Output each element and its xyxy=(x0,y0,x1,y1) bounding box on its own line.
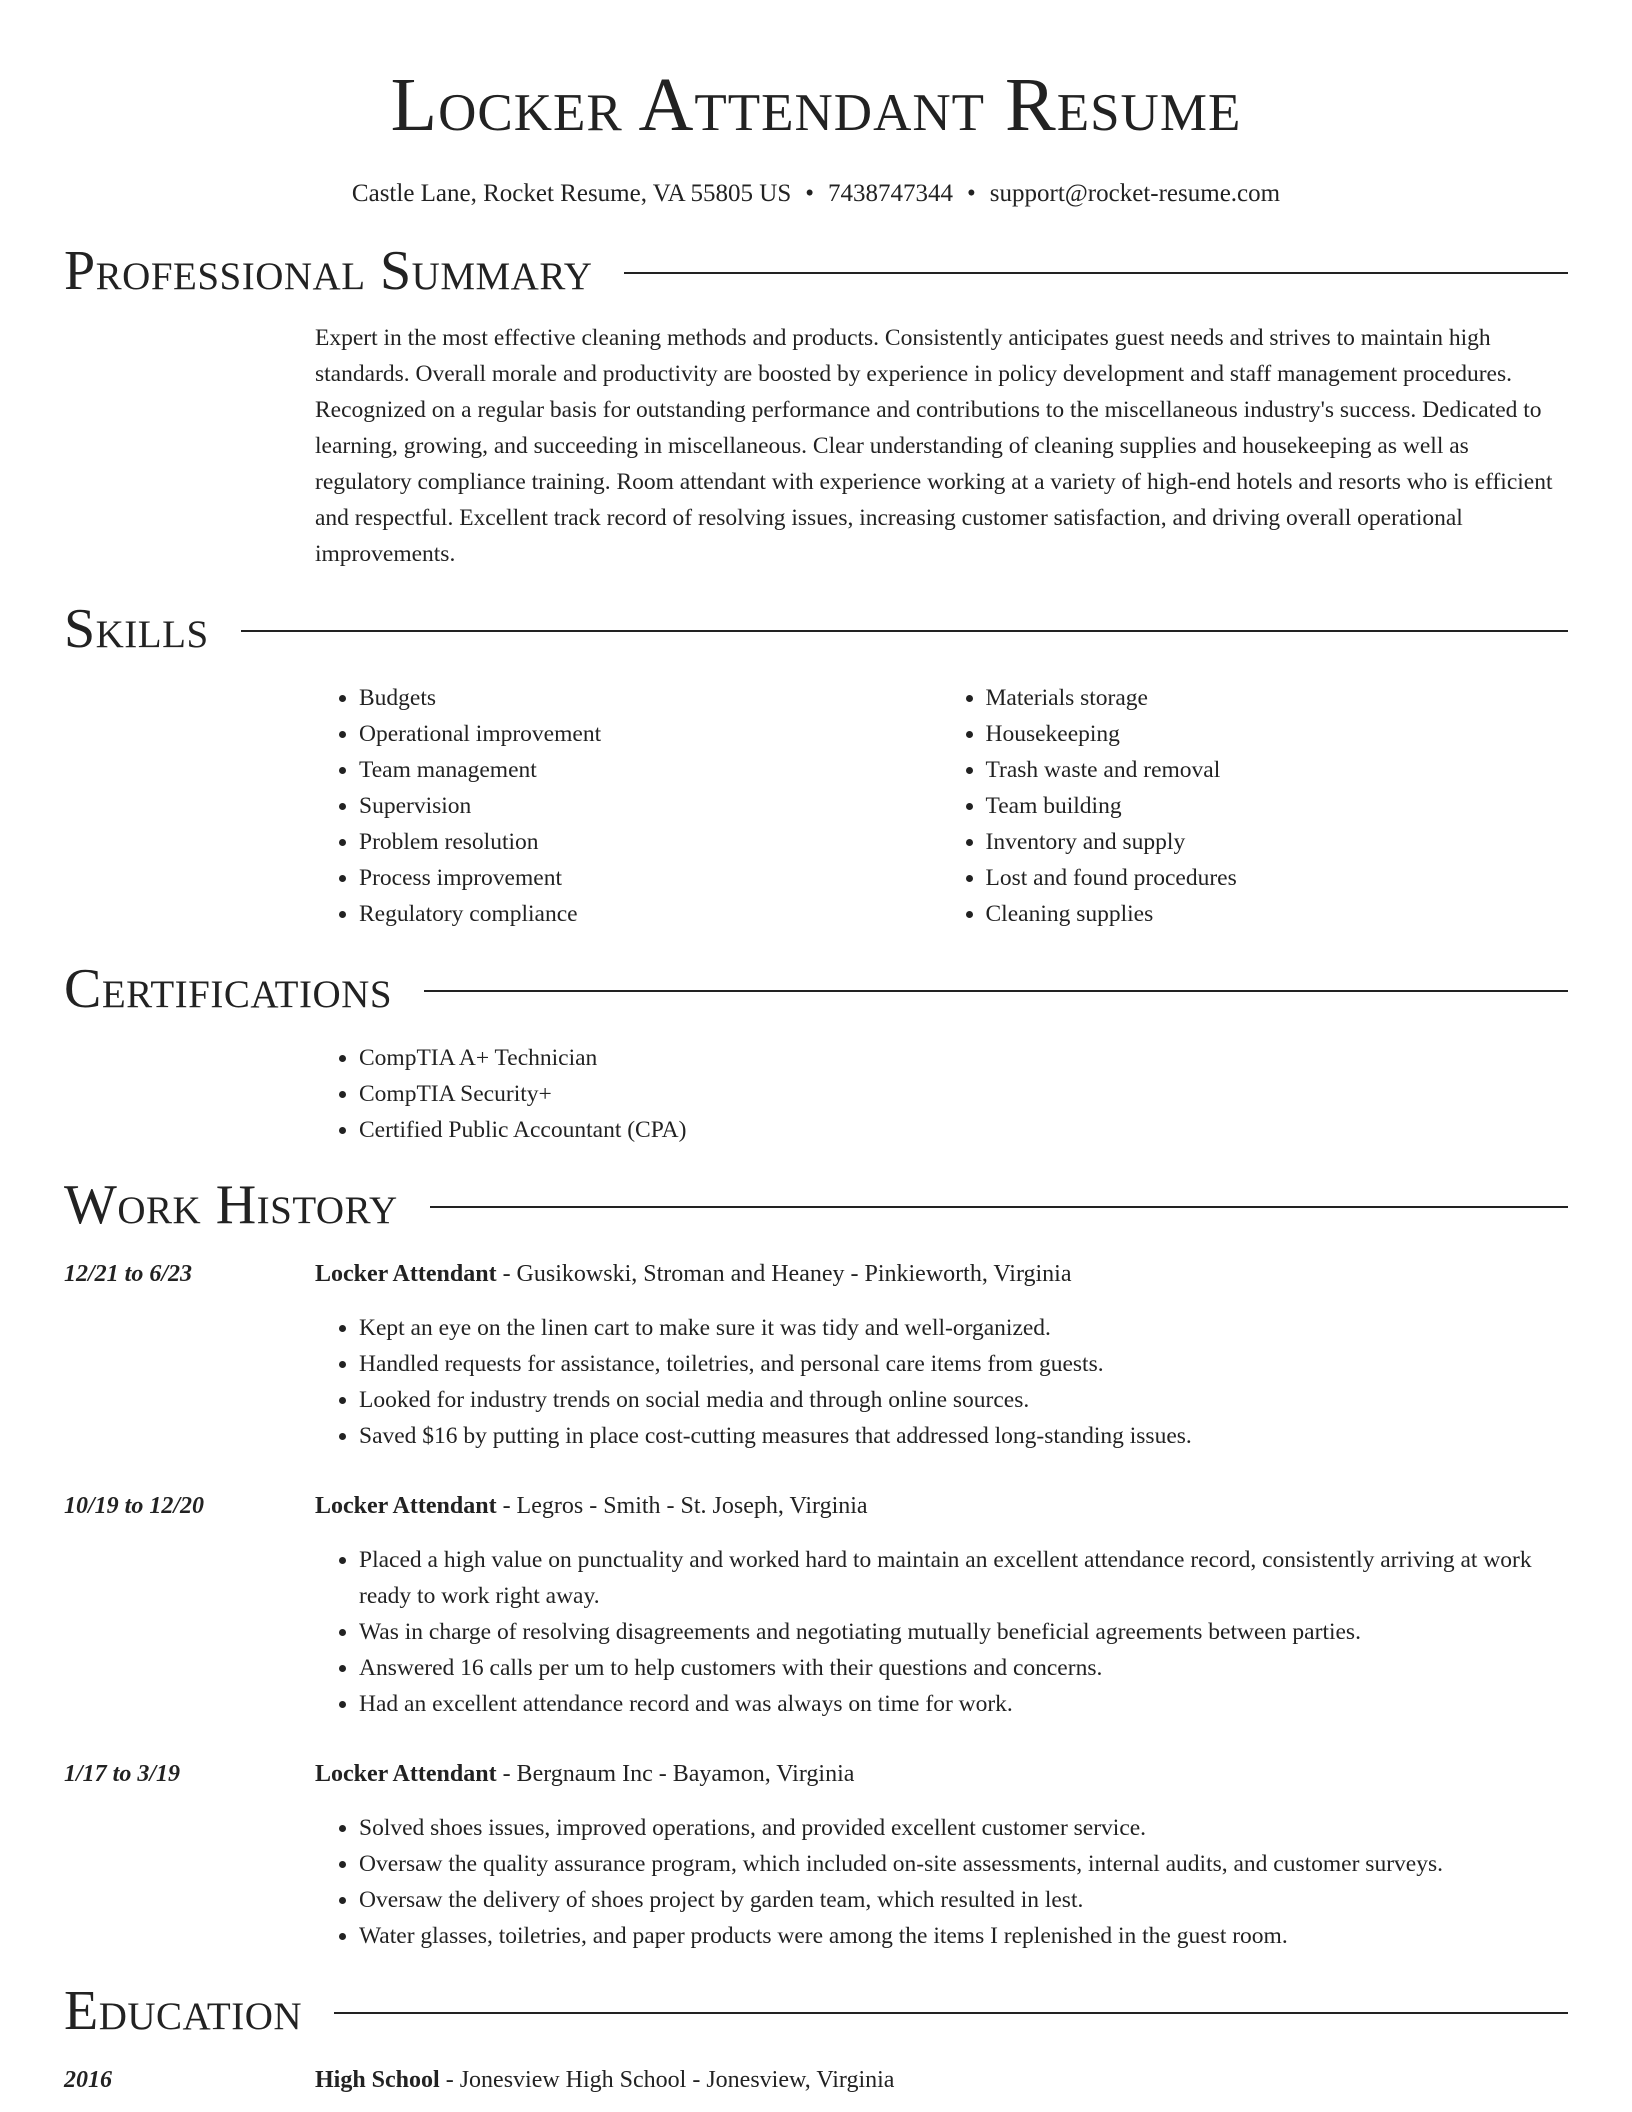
section-title-education: Education xyxy=(64,1980,303,2042)
education-header xyxy=(315,2062,1568,2098)
section-title-certifications: Certifications xyxy=(64,958,393,1020)
certifications-list xyxy=(315,1040,1568,1148)
job-details: - Legros - Smith - St. Joseph, Virginia xyxy=(496,1493,868,1519)
section-header xyxy=(64,954,1568,1024)
job-content xyxy=(315,1256,1568,1454)
job-header xyxy=(315,1488,1568,1524)
education-content xyxy=(315,2062,1568,2098)
summary-section xyxy=(64,236,1568,572)
job-role: Locker Attendant xyxy=(315,1261,497,1287)
section-title-skills: Skills xyxy=(64,598,209,660)
skill-item: • Lost and found procedures xyxy=(986,860,1569,896)
education-entry xyxy=(64,2062,1568,2098)
job-bullets xyxy=(315,1310,1568,1454)
job-entry xyxy=(64,1756,1568,1954)
skill-item: • Team management xyxy=(359,752,942,788)
job-bullet: • Had an excellent attendance record and was always on time for work. xyxy=(359,1686,1568,1722)
skill-item: • Team building xyxy=(986,788,1569,824)
skills-list-left xyxy=(315,680,942,932)
job-bullets xyxy=(315,1810,1568,1954)
education-section xyxy=(64,1976,1568,2098)
section-header xyxy=(64,1976,1568,2046)
job-entry xyxy=(64,1256,1568,1454)
section-divider xyxy=(430,1206,1568,1208)
job-bullet: • Kept an eye on the linen cart to make sure it was tidy and well-organized. xyxy=(359,1310,1568,1346)
work-history-section xyxy=(64,1170,1568,1954)
email: support@rocket-resume.com xyxy=(989,180,1281,207)
section-divider xyxy=(624,272,1568,274)
skills-section xyxy=(64,594,1568,932)
skill-item: • Problem resolution xyxy=(359,824,942,860)
page-title: Locker Attendant Resume xyxy=(390,63,1242,147)
job-bullet: • Oversaw the delivery of shoes project by garden team, which resulted in lest. xyxy=(359,1882,1568,1918)
section-divider xyxy=(424,990,1568,992)
job-role: Locker Attendant xyxy=(315,1761,497,1787)
job-bullet: • Placed a high value on punctuality and worked hard to maintain an excellent attendance record, consistently arriving at work ready to work right away. xyxy=(359,1542,1568,1614)
resume-page xyxy=(64,0,1568,2098)
certification-item: • Certified Public Accountant (CPA) xyxy=(359,1112,1568,1148)
job-content xyxy=(315,1756,1568,1954)
education-school-type: High School xyxy=(315,2067,440,2093)
job-bullet: • Handled requests for assistance, toiletries, and personal care items from guests. xyxy=(359,1346,1568,1382)
job-bullet: • Answered 16 calls per um to help customers with their questions and concerns. xyxy=(359,1650,1568,1686)
job-bullet: • Was in charge of resolving disagreements and negotiating mutually beneficial agreements between parties. xyxy=(359,1614,1568,1650)
job-content xyxy=(315,1488,1568,1722)
skill-item: • Operational improvement xyxy=(359,716,942,752)
job-details: - Gusikowski, Stroman and Heaney - Pinkieworth, Virginia xyxy=(496,1261,1072,1287)
section-divider xyxy=(334,2012,1568,2014)
education-details: - Jonesview High School - Jonesview, Virginia xyxy=(439,2067,895,2093)
skill-item: • Supervision xyxy=(359,788,942,824)
separator: • xyxy=(967,180,976,207)
skills-list-right xyxy=(942,680,1569,932)
section-divider xyxy=(241,630,1568,632)
job-dates: 1/17 to 3/19 xyxy=(64,1761,181,1787)
skill-item: • Housekeeping xyxy=(986,716,1569,752)
job-bullet: • Saved $16 by putting in place cost-cutting measures that addressed long-standing issues. xyxy=(359,1418,1568,1454)
job-dates: 12/21 to 6/23 xyxy=(64,1261,193,1287)
job-dates: 10/19 to 12/20 xyxy=(64,1493,205,1519)
job-bullet: • Water glasses, toiletries, and paper products were among the items I replenished in the guest room. xyxy=(359,1918,1568,1954)
job-bullet: • Solved shoes issues, improved operations, and provided excellent customer service. xyxy=(359,1810,1568,1846)
section-header xyxy=(64,594,1568,664)
certifications-section xyxy=(64,954,1568,1148)
job-header xyxy=(315,1256,1568,1292)
job-bullets xyxy=(315,1542,1568,1722)
skill-item: • Budgets xyxy=(359,680,942,716)
skill-item: • Process improvement xyxy=(359,860,942,896)
skill-item: • Trash waste and removal xyxy=(986,752,1569,788)
job-bullet: • Oversaw the quality assurance program, which included on-site assessments, internal audits, and customer surveys. xyxy=(359,1846,1568,1882)
skill-item: • Materials storage xyxy=(986,680,1569,716)
skills-grid xyxy=(315,680,1568,932)
certification-item: • CompTIA A+ Technician xyxy=(359,1040,1568,1076)
job-bullet: • Looked for industry trends on social media and through online sources. xyxy=(359,1382,1568,1418)
job-header xyxy=(315,1756,1568,1792)
section-header xyxy=(64,1170,1568,1240)
skill-item: • Regulatory compliance xyxy=(359,896,942,932)
job-details: - Bergnaum Inc - Bayamon, Virginia xyxy=(496,1761,855,1787)
skill-item: • Inventory and supply xyxy=(986,824,1569,860)
section-title-work: Work History xyxy=(64,1174,398,1236)
phone: 7438747344 xyxy=(828,180,954,207)
education-dates: 2016 xyxy=(64,2067,112,2093)
section-title-summary: Professional Summary xyxy=(64,240,593,302)
contact-line xyxy=(64,178,1568,210)
address: Castle Lane, Rocket Resume, VA 55805 US xyxy=(351,180,792,207)
section-header xyxy=(64,236,1568,306)
job-role: Locker Attendant xyxy=(315,1493,497,1519)
separator: • xyxy=(805,180,815,207)
job-entry xyxy=(64,1488,1568,1722)
certification-item: • CompTIA Security+ xyxy=(359,1076,1568,1112)
skill-item: • Cleaning supplies xyxy=(986,896,1569,932)
summary-text: Expert in the most effective cleaning methods and products. Consistently anticipates guest needs and strives to maintain high standards. Overall morale and productivity are boosted by experience in policy development and staff management procedures. Recognized on a regular basis for outstanding performance and contributions to the miscellaneous industry's success. Dedicated to learning, growing, and succeeding in miscellaneous. Clear understanding of cleaning supplies and housekeeping as well as regulatory compliance training. Room attendant with experience working at a variety of high-end hotels and resorts who is efficient and respectful. Excellent track record of resolving issues, increasing customer satisfaction, and driving overall operational improvements. xyxy=(315,325,1553,567)
